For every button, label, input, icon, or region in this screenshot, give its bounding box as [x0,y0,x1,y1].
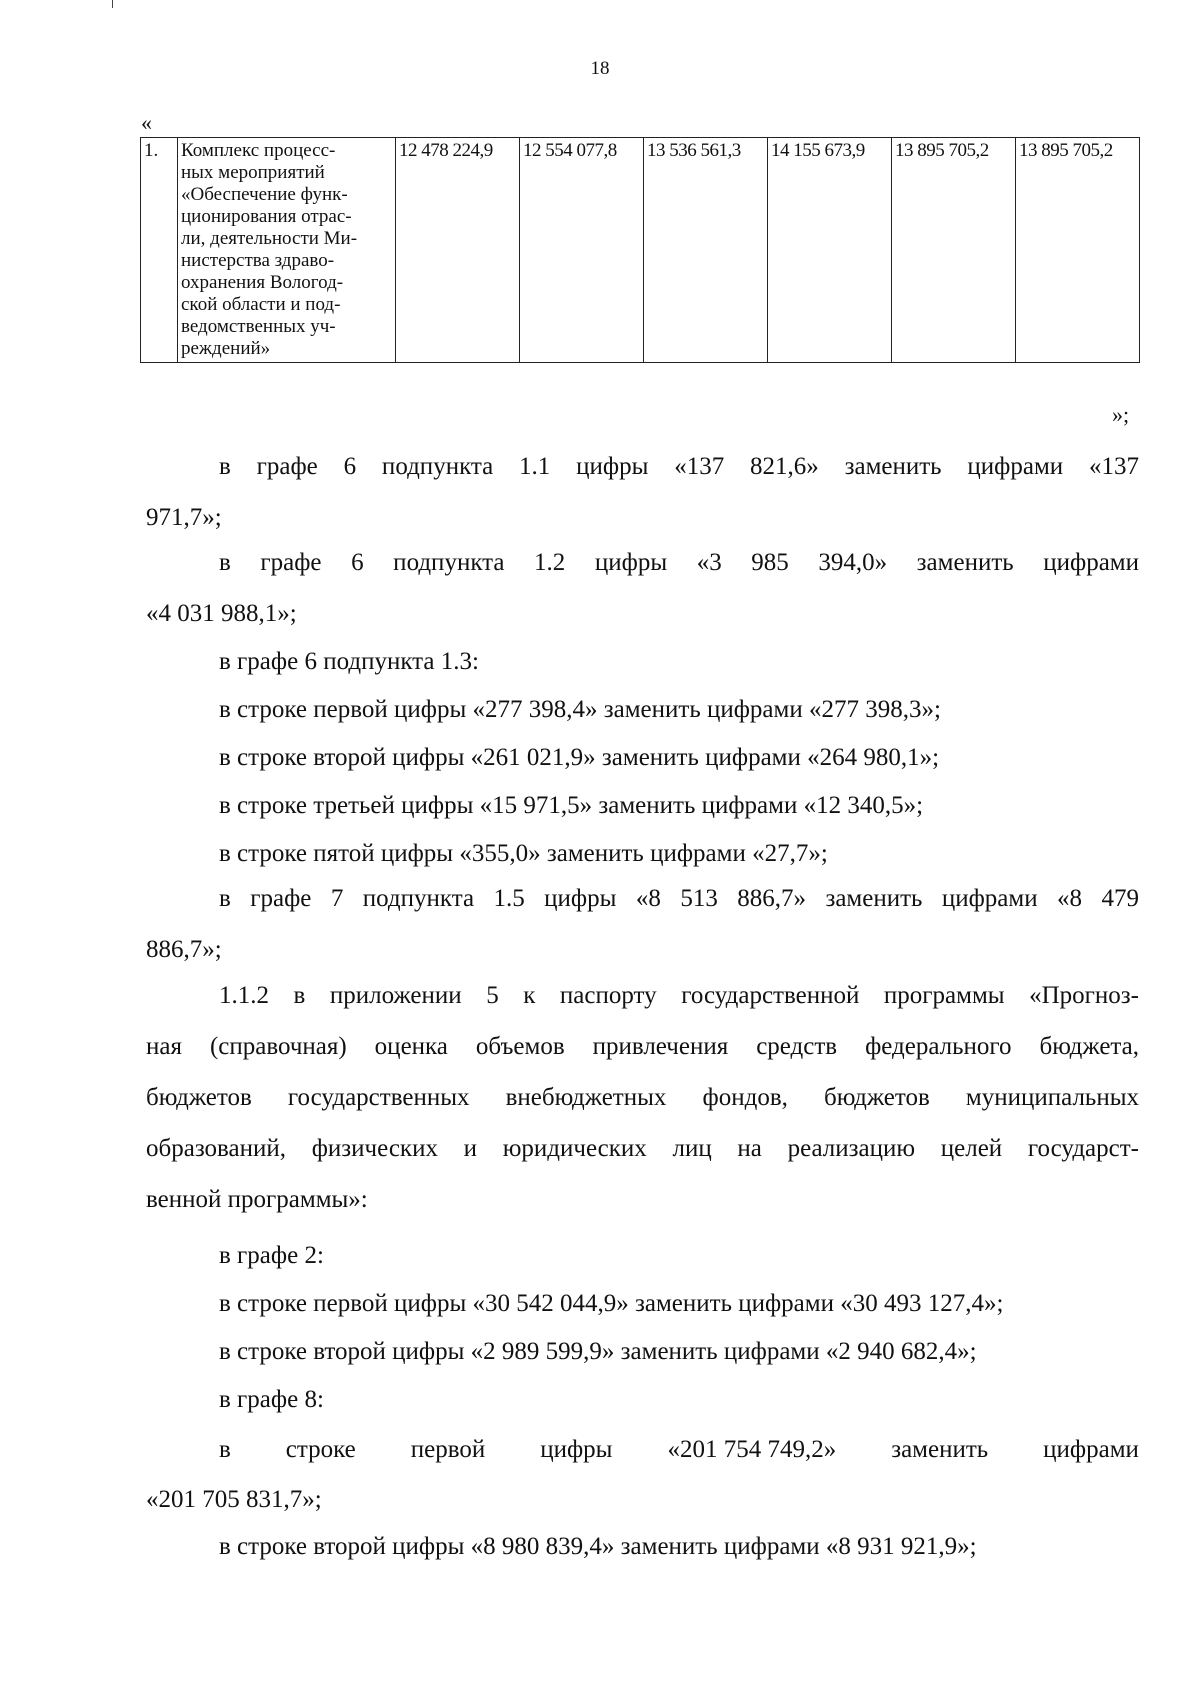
paragraph-line: в строке второй цифры «261 021,9» заменить цифрами «264 980,1»; [219,744,940,771]
paragraph-line: ная (справочная) оценка объемов привлечения средств федерального бюджета, [146,1033,1139,1060]
row-name-line: ведомственных уч- [181,316,336,337]
table-open-quote: « [141,110,152,135]
paragraph-item-1-1 [146,441,1139,543]
scan-edge-mark [112,0,113,8]
value-cell: 12 554 077,8 [520,138,644,363]
word: цифрами [1043,1436,1139,1463]
paragraph-line: 971,7»; [146,504,222,531]
paragraph-line: в строке второй цифры «8 980 839,4» заменить цифрами «8 931 921,9»; [219,1533,977,1560]
table-row [141,138,1140,363]
value-cell: 13 536 561,3 [644,138,768,363]
value-cell: 14 155 673,9 [768,138,892,363]
paragraph-line: в графе 6 подпункта 1.3: [219,648,479,675]
paragraph-line: в графе 6 подпункта 1.1 цифры «137 821,6» заменить цифрами «137 [219,453,1139,480]
paragraph-item-1-2 [146,537,1139,639]
paragraph-line: в графе 6 подпункта 1.2 цифры «3 985 394,0» заменить цифрами [219,549,1139,576]
paragraph-line: в строке первой цифры «30 542 044,9» заменить цифрами «30 493 127,4»; [219,1290,1004,1317]
row-number-cell: 1. [141,138,178,363]
row-name-line: ных мероприятий [181,162,325,183]
paragraph-line: в строке третьей цифры «15 971,5» заменить цифрами «12 340,5»; [219,792,924,819]
paragraph-line: в строке первой цифры «277 398,4» заменить цифрами «277 398,3»; [219,696,941,723]
row-name-line: реждений» [181,338,271,359]
row-name-line: ли, деятельности Ми- [181,228,358,249]
paragraph-1-1-2 [146,970,1139,1225]
paragraph-line: венной программы»: [146,1186,368,1213]
paragraph-item-1-5 [146,873,1139,975]
page-number: 18 [590,58,610,79]
row-name-line: Комплекс процесс- [181,140,336,161]
paragraph-line: «4 031 988,1»; [146,600,297,627]
value-cell: 13 895 705,2 [1016,138,1140,363]
row-name-line: ционирования отрас- [181,206,352,227]
table-close-quote: »; [1112,402,1130,427]
word: в [219,1436,231,1463]
paragraph-line: образований, физических и юридических лиц на реализацию целей государст- [146,1135,1139,1162]
paragraph-line-justified [219,1436,1139,1464]
paragraph-line: в графе 8: [219,1386,324,1413]
paragraph-line: 1.1.2 в приложении 5 к паспорту государственной программы «Прогноз- [219,982,1139,1009]
row-name-line: ской области и под- [181,294,341,315]
amendment-table [140,137,1140,363]
paragraph-line: в строке второй цифры «2 989 599,9» заменить цифрами «2 940 682,4»; [219,1338,977,1365]
value-cell: 13 895 705,2 [892,138,1016,363]
word: цифры [540,1436,613,1463]
word: первой [410,1436,486,1463]
word: заменить [891,1436,989,1463]
word: «201 754 749,2» [667,1436,837,1463]
row-name-cell [178,138,396,363]
row-name-line: «Обеспечение функ- [181,184,348,205]
word: строке [285,1436,356,1463]
paragraph-line: в строке пятой цифры «355,0» заменить цифрами «27,7»; [219,840,828,867]
value-cell: 12 478 224,9 [396,138,520,363]
row-name-line: нистерства здраво- [181,250,335,271]
paragraph-line: в графе 2: [219,1242,324,1269]
paragraph-line: «201 705 831,7»; [146,1486,322,1513]
paragraph-line: 886,7»; [146,936,222,963]
paragraph-line: бюджетов государственных внебюджетных фондов, бюджетов муниципальных [146,1084,1139,1111]
row-name-line: охранения Вологод- [181,272,344,293]
paragraph-line: в графе 7 подпункта 1.5 цифры «8 513 886,7» заменить цифрами «8 479 [219,885,1139,912]
